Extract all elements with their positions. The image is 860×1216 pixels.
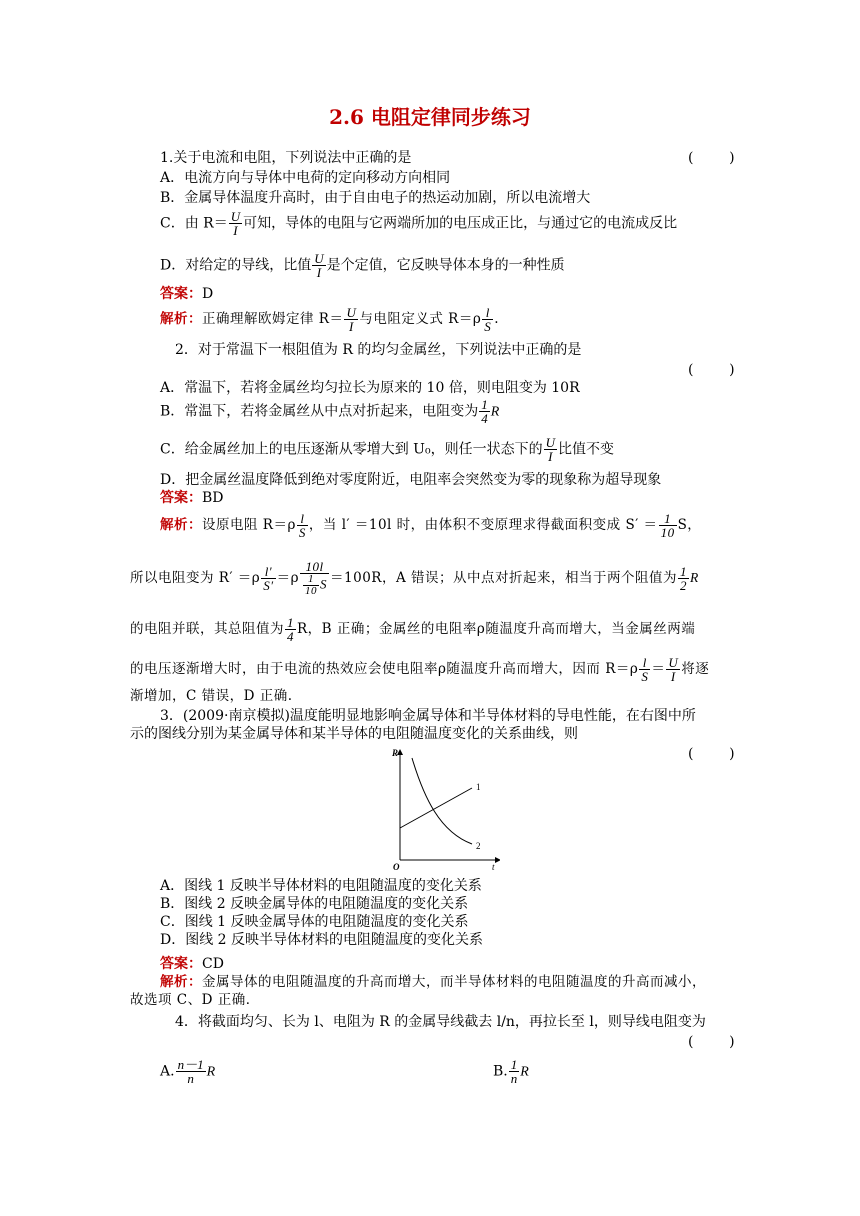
frac-u-over-i: $\frac{U}{I}$ — [346, 305, 357, 334]
q2-blank: ( ) — [688, 362, 735, 378]
frac-one-over-n: $\frac{1}{n}$ — [510, 1057, 518, 1086]
frac-one-half: $\frac{1}{2}$ — [680, 564, 688, 593]
q2-analysis-line2: 所以电阻变为 R′ ＝ρ $\frac{l'}{S'}$ ＝ρ 10l $\frac{1}{10}$ S ＝100R，A 错误；从中点对折起来，相当于两个阻值为 $\frac{1}{2}$ R — [130, 559, 699, 597]
resistance-temperature-graph — [380, 742, 500, 874]
q4-option-a: A. $\frac{n-1}{n}$ R — [160, 1057, 216, 1086]
q3-stem-line2: 示的图线分别为某金属导体和某半导体的电阻随温度变化的关系曲线，则 — [130, 726, 578, 742]
q3-analysis-line1: 解析：金属导体的电阻随温度的升高而增大，而半导体材料的电阻随温度的升高而减小， — [160, 974, 706, 990]
q2-option-b: B．常温下，若将金属丝从中点对折起来，电阻变为 $\frac{1}{4}$ R — [160, 397, 500, 426]
q2-analysis-line3: 的电阻并联，其总阻值为 $\frac{1}{4}$ R，B 正确；金属丝的电阻率ρ随温度升高而增大，当金属丝两端 — [130, 615, 696, 644]
q2-option-d: D．把金属丝温度降低到绝对零度附近，电阻率会突然变为零的现象称为超导现象 — [160, 472, 662, 488]
q2-answer: 答案：BD — [160, 490, 224, 506]
q1-answer: 答案：D — [160, 286, 214, 302]
q2-analysis-line5: 渐增加，C 错误，D 正确. — [130, 688, 293, 704]
frac-u-over-i: $\frac{U}{I}$ — [668, 655, 679, 684]
q1-blank: ( ) — [688, 150, 735, 166]
q1-option-d: D．对给定的导线，比值 $\frac{U}{I}$ 是个定值，它反映导体本身的一种性质 — [160, 251, 565, 280]
q1-analysis: 解析：正确理解欧姆定律 R＝ $\frac{U}{I}$ 与电阻定义式 R＝ρ $\frac{l}{S}$ . — [160, 305, 500, 334]
q1-option-b: B．金属导体温度升高时，由于自由电子的热运动加剧，所以电流增大 — [160, 190, 591, 206]
frac-l-over-s: $\frac{l}{S}$ — [484, 305, 492, 334]
line-1-label: 1 — [476, 782, 481, 792]
q4-option-b: B. $\frac{1}{n}$ R — [493, 1057, 529, 1086]
line-2-label: 2 — [476, 841, 481, 851]
frac-l-over-s: $\frac{l}{S}$ — [641, 655, 649, 684]
frac-l-over-s: $\frac{l}{S}$ — [298, 511, 306, 540]
frac-one-quarter: $\frac{1}{4}$ — [481, 397, 488, 426]
q1-c-post: 可知，导体的电阻与它两端所加的电压成正比，与通过它的电流成反比 — [243, 215, 678, 232]
q4-blank: ( ) — [688, 1034, 735, 1050]
frac-u-over-i: $\frac{U}{I}$ — [314, 251, 324, 280]
q3-stem-line1: 3．(2009·南京模拟)温度能明显地影响金属导体和半导体材料的导电性能，在右图中所 — [160, 708, 696, 724]
frac-u-over-i: $\frac{U}{I}$ — [230, 209, 241, 238]
q4-stem: 4．将截面均匀、长为 l、电阻为 R 的金属导线截去 l/n，再拉长至 l，则导线电阻变为 — [175, 1014, 706, 1030]
frac-one-tenth: $\frac{1}{10}$ — [660, 511, 675, 540]
y-axis-label: R — [392, 748, 399, 758]
q1-stem: 1.关于电流和电阻，下列说法中正确的是 — [160, 150, 412, 166]
q1-option-c — [160, 210, 730, 237]
frac-lp-over-sp: $\frac{l'}{S'}$ — [263, 564, 274, 593]
frac-n-minus-1-over-n: $\frac{n-1}{n}$ — [177, 1057, 204, 1086]
frac-10l-over-tenth-s: 10l $\frac{1}{10}$ S — [300, 560, 329, 597]
frac-u-over-i: $\frac{U}{I}$ — [545, 435, 555, 464]
q3-answer: 答案：CD — [160, 956, 224, 972]
q2-option-a: A．常温下，若将金属丝均匀拉长为原来的 10 倍，则电阻变为 10R — [160, 380, 580, 396]
line-2 — [412, 758, 472, 844]
origin-label: O — [393, 862, 400, 872]
q3-option-b: B．图线 2 反映金属导体的电阻随温度的变化关系 — [160, 896, 469, 912]
page-title: 2.6 电阻定律同步练习 — [329, 105, 531, 129]
q3-option-d: D．图线 2 反映半导体材料的电阻随温度的变化关系 — [160, 932, 484, 948]
q2-analysis-line4: 的电压逐渐增大时，由于电流的热效应会使电阻率ρ随温度升高而增大，因而 R＝ρ $\frac{l}{S}$ ＝ $\frac{U}{I}$ 将逐 — [130, 655, 710, 684]
line-1 — [400, 788, 472, 828]
q2-option-c: C．给金属丝加上的电压逐渐从零增大到 U₀，则任一状态下的 $\frac{U}{I}$ 比值不变 — [160, 435, 614, 464]
x-axis-label: t — [492, 862, 495, 872]
q3-option-c: C．图线 1 反映金属导体的电阻随温度的变化关系 — [160, 914, 469, 930]
q3-blank: ( ) — [688, 746, 735, 762]
q2-stem: 2．对于常温下一根阻值为 R 的均匀金属丝，下列说法中正确的是 — [175, 342, 582, 358]
q2-analysis-line1: 解析：设原电阻 R＝ρ $\frac{l}{S}$ ，当 l′ ＝10l 时，由体积不变原理求得截面积变成 S′ ＝ $\frac{1}{10}$ S， — [160, 511, 702, 540]
q1-c-pre: C．由 R＝ — [160, 215, 228, 232]
frac-one-quarter: $\frac{1}{4}$ — [287, 615, 294, 644]
q3-analysis-line2: 故选项 C、D 正确． — [130, 992, 260, 1008]
q1-option-a: A．电流方向与导体中电荷的定向移动方向相同 — [160, 170, 451, 186]
q3-option-a: A．图线 1 反映半导体材料的电阻随温度的变化关系 — [160, 878, 482, 894]
